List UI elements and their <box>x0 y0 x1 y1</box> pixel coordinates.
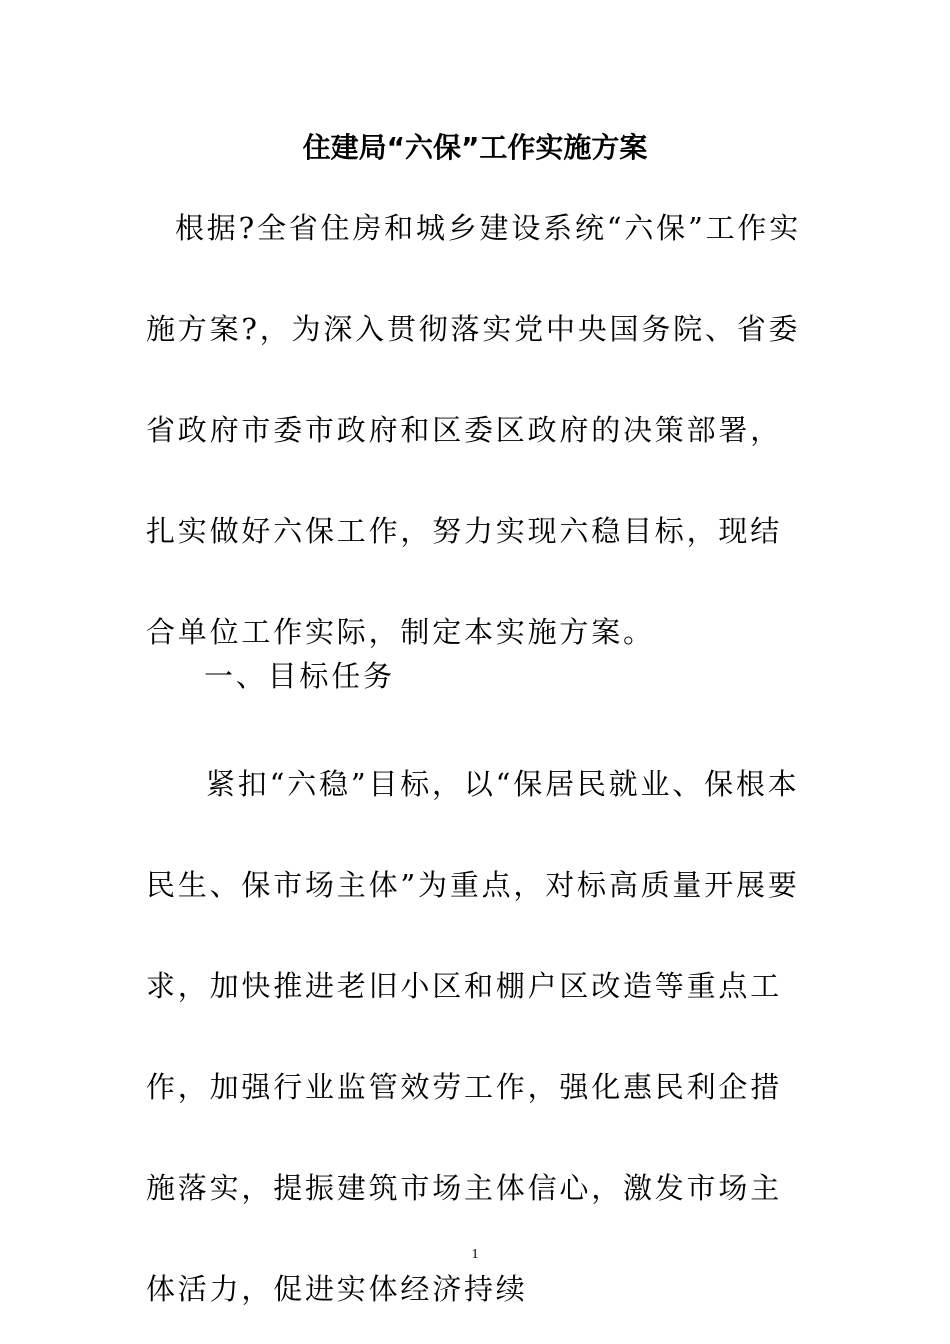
page-number: 1 <box>471 1247 479 1262</box>
intro-paragraph: 根据?全省住房和城乡建设系统“六保”工作实施方案?，为深入贯彻落实党中央国务院、省委省政府市委市政府和区委区政府的决策部署，扎实做好六保工作，努力实现六稳目标，现结合单位工作实际，制定本实施方案。 <box>146 211 801 649</box>
section-heading: 一、目标任务 <box>204 659 395 693</box>
document-title: 住建局“六保”工作实施方案 <box>302 131 648 164</box>
task-paragraph: 紧扣“六稳”目标，以“保居民就业、保根本民生、保市场主体”为重点，对标高质量开展要求，加快推进老旧小区和棚户区改造等重点工作，加强行业监管效劳工作，强化惠民利企措施落实，提振建筑市场主体信心，激发市场主体活力，促进实体经济持续 <box>146 767 800 1306</box>
